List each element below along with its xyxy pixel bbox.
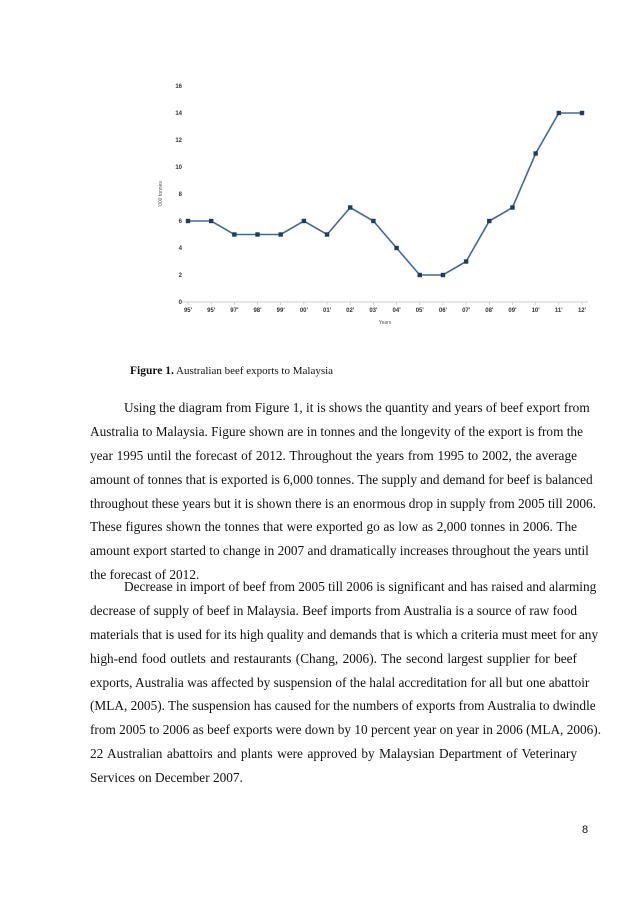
x-tick-label: 08' (485, 308, 494, 314)
x-tick-label: 06' (438, 308, 447, 314)
paragraph-line: amount export started to change in 2007 and dramatically increases throughout the years until (90, 543, 589, 559)
y-axis-title: '000 tonnes (158, 181, 164, 207)
figure-label: Figure 1. (130, 365, 174, 377)
figure-caption-text: Australian beef exports to Malaysia (176, 365, 334, 377)
data-point (255, 232, 259, 236)
data-point (464, 259, 468, 263)
x-tick-label: 09' (508, 308, 517, 314)
y-tick-label: 14 (175, 111, 182, 117)
data-point (487, 219, 491, 223)
x-tick-label: 10' (531, 308, 540, 314)
y-tick-label: 6 (178, 219, 182, 225)
y-tick-label: 12 (175, 138, 182, 144)
x-tick-label: 95' (207, 308, 216, 314)
data-point (394, 246, 398, 250)
paragraph-line: (MLA, 2005). The suspension has caused for the numbers of exports from Australia to dwindle (90, 698, 596, 714)
paragraph-2 (90, 575, 602, 790)
data-point (533, 151, 537, 155)
x-tick-label: 11' (554, 308, 563, 314)
paragraph-line: Services on December 2007. (90, 770, 243, 786)
y-tick-label: 4 (178, 246, 182, 252)
data-point (232, 232, 236, 236)
paragraph-line: high-end food outlets and restaurants (Chang, 2006). The second largest supplier for beef (90, 650, 577, 666)
paragraph-line: materials that is used for its high quality and demands that is which a criteria must meet for any (90, 626, 599, 642)
x-tick-label: 02' (346, 308, 355, 314)
x-tick-label: 01' (323, 308, 332, 314)
paragraph-line: throughout these years but it is shown there is an enormous drop in supply from 2005 till 2006. (90, 495, 596, 511)
paragraph-line: from 2005 to 2006 as beef exports were down by 10 percent year on year in 2006 (MLA, 2006). (90, 722, 602, 738)
x-axis (182, 302, 588, 314)
series-line (188, 113, 582, 275)
x-tick-label: 03' (369, 308, 378, 314)
paragraph-line: decrease of supply of beef in Malaysia. Beef imports from Australia is a source of raw food (90, 602, 577, 618)
data-point (302, 219, 306, 223)
x-tick-label: 00' (299, 308, 308, 314)
x-tick-label: 95' (183, 308, 193, 314)
x-tick-label: 99' (276, 308, 285, 314)
paragraph-line: 22 Australian abattoirs and plants were approved by Malaysian Department of Veterinary (90, 746, 577, 762)
y-tick-label: 10 (175, 165, 182, 171)
paragraph-line: year 1995 until the forecast of 2012. Throughout the years from 1995 to 2002, the average (90, 447, 577, 463)
figure-caption (130, 365, 333, 377)
paragraph-line: These figures shown the tonnes that were exported go as low as 2,000 tonnes in 2006. The (90, 519, 577, 535)
y-axis (175, 84, 182, 306)
paragraph-1 (90, 396, 596, 587)
data-point (418, 273, 422, 277)
paragraph-line: amount of tonnes that is exported is 6,000 tonnes. The supply and demand for beef is balanced (90, 471, 593, 487)
paragraph-line: Using the diagram from Figure 1, it is shows the quantity and years of beef export from (124, 400, 590, 415)
page-number: 8 (582, 824, 589, 836)
y-tick-label: 2 (178, 273, 182, 279)
data-point (557, 111, 561, 115)
data-point (510, 205, 514, 209)
x-tick-label: 07' (462, 308, 471, 314)
data-points (186, 111, 584, 277)
data-point (186, 219, 190, 223)
data-point (371, 219, 375, 223)
paragraph-line: Australia to Malaysia. Figure shown are in tonnes and the longevity of the export is from the (90, 423, 583, 439)
y-tick-label: 0 (178, 300, 182, 306)
y-tick-label: 16 (175, 84, 182, 90)
x-tick-label: 12' (577, 308, 587, 314)
line-chart (150, 75, 595, 330)
data-point (325, 232, 329, 236)
y-tick-label: 8 (178, 192, 182, 198)
x-tick-label: 98' (253, 308, 262, 314)
x-tick-label: 97' (230, 308, 239, 314)
data-point (348, 205, 352, 209)
paragraph-line: Decrease in import of beef from 2005 till 2006 is significant and has raised and alarming (124, 579, 597, 594)
data-point (441, 273, 445, 277)
data-point (209, 219, 213, 223)
paragraph-line: the forecast of 2012. (90, 567, 200, 583)
paragraph-line: exports, Australia was affected by suspension of the halal accreditation for all but one abattoir (90, 674, 590, 690)
data-point (279, 232, 283, 236)
x-axis-title: Years (378, 320, 392, 326)
x-tick-label: 05' (415, 308, 424, 314)
x-tick-label: 04' (392, 308, 401, 314)
data-point (580, 111, 584, 115)
